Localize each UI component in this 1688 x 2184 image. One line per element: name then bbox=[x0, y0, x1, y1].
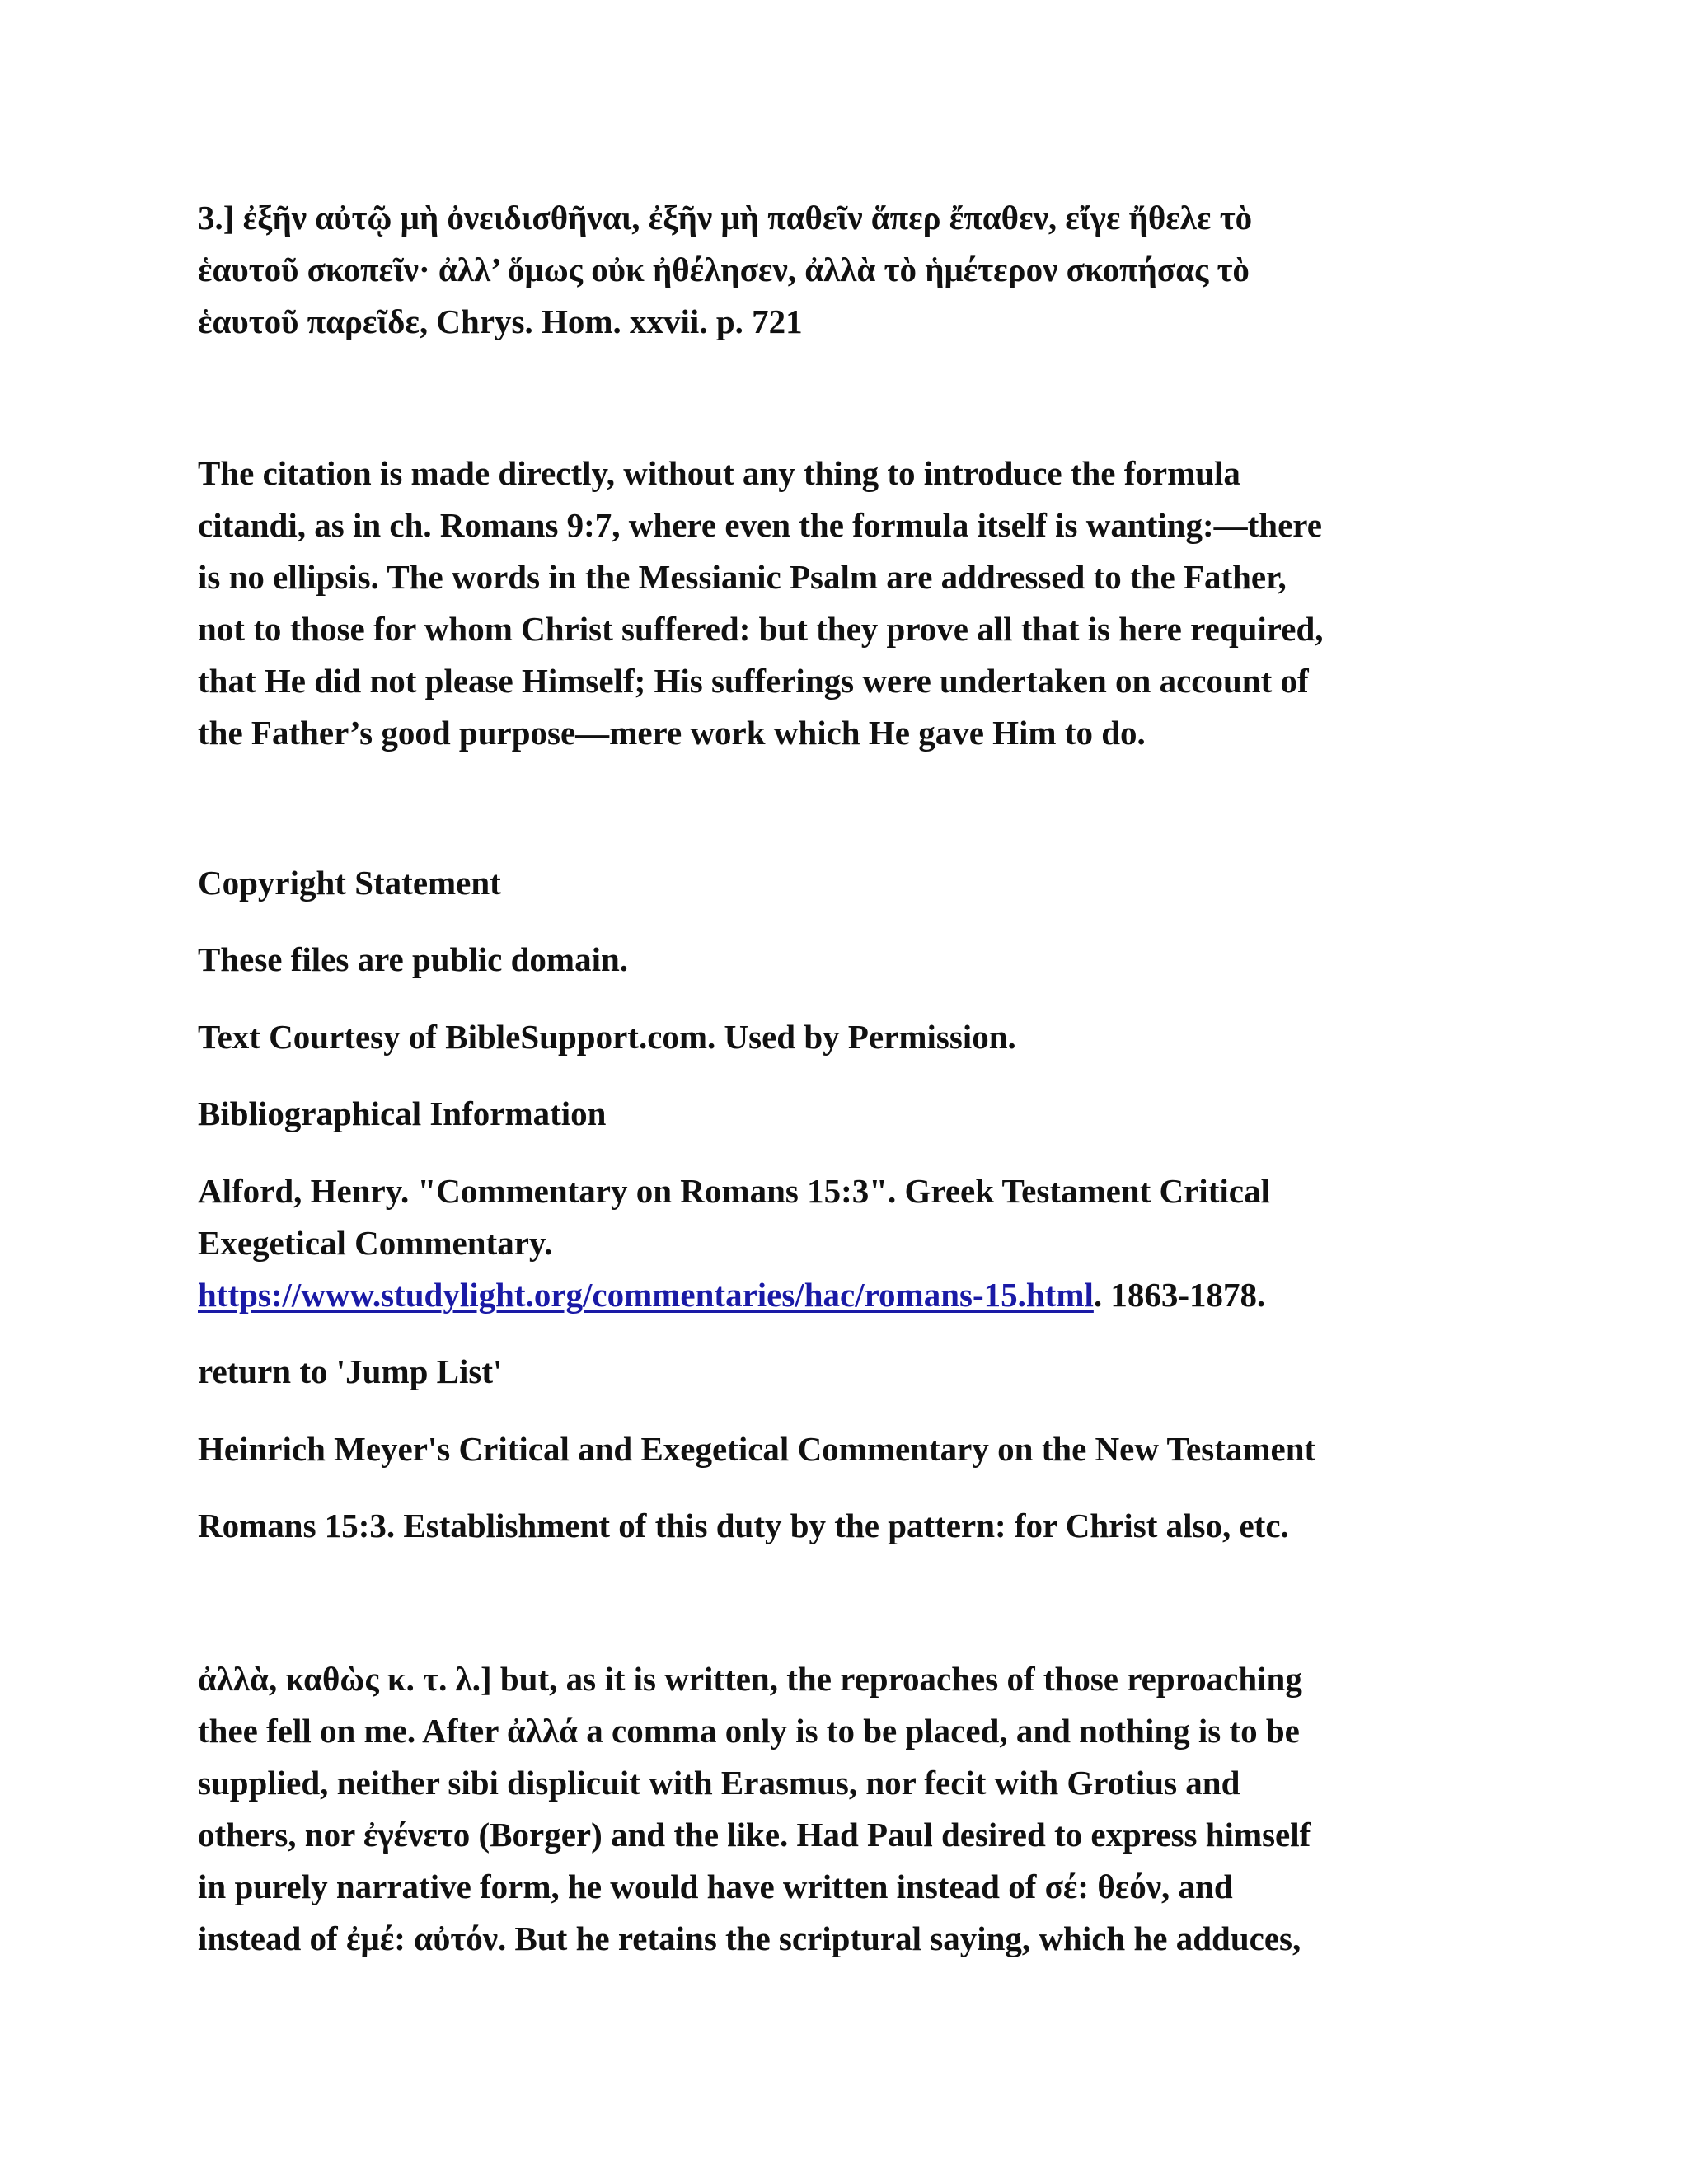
public-domain-statement: These files are public domain. bbox=[198, 940, 629, 978]
paragraph-line: ἑαυτοῦ παρεῖδε, Chrys. Hom. xxvii. p. 721 bbox=[198, 302, 803, 340]
paragraph-line: in purely narrative form, he would have written instead of σέ: θεόν, and bbox=[198, 1868, 1233, 1905]
paragraph-line: citandi, as in ch. Romans 9:7, where even the formula itself is wanting:—there bbox=[198, 506, 1322, 544]
copyright-heading: Copyright Statement bbox=[198, 864, 501, 902]
paragraph-line: the Father’s good purpose—mere work which He gave Him to do. bbox=[198, 714, 1146, 752]
return-to-jump-list-link[interactable]: return to 'Jump List' bbox=[198, 1352, 503, 1390]
commentary-url-link[interactable]: https://www.studylight.org/commentaries/hac/romans-15.html bbox=[198, 1276, 1094, 1314]
paragraph-line: The citation is made directly, without any thing to introduce the formula bbox=[198, 454, 1240, 492]
bibliography-url-line bbox=[198, 1269, 1270, 1321]
greek-quotation-paragraph bbox=[198, 192, 1252, 348]
bibliography-years: . 1863-1878. bbox=[1093, 1276, 1266, 1314]
paragraph-line: thee fell on me. After ἀλλά a comma only is to be placed, and nothing is to be bbox=[198, 1712, 1300, 1750]
paragraph-line: 3.] ἐξῆν αὐτῷ μὴ ὀνειδισθῆναι, ἐξῆν μὴ παθεῖν ἅπερ ἔπαθεν, εἴγε ἤθελε τὸ bbox=[198, 199, 1253, 237]
courtesy-statement: Text Courtesy of BibleSupport.com. Used by Permission. bbox=[198, 1018, 1016, 1056]
paragraph-line: ἑαυτοῦ σκοπεῖν· ἀλλ’ ὅμως οὐκ ἠθέλησεν, ἀλλὰ τὸ ἡμέτερον σκοπήσας τὸ bbox=[198, 251, 1250, 288]
paragraph-line: others, nor ἐγένετο (Borger) and the like. Had Paul desired to express himself bbox=[198, 1816, 1311, 1854]
meyer-commentary-paragraph bbox=[198, 1653, 1311, 1965]
paragraph-line: ἀλλὰ, καθὼς κ. τ. λ.] but, as it is written, the reproaches of those reproaching bbox=[198, 1660, 1302, 1698]
paragraph-line: that He did not please Himself; His sufferings were undertaken on account of bbox=[198, 662, 1309, 700]
bibliography-line: Exegetical Commentary. bbox=[198, 1224, 553, 1262]
paragraph-line: instead of ἐμέ: αὐτόν. But he retains the scriptural saying, which he adduces, bbox=[198, 1919, 1301, 1957]
bibliography-entry bbox=[198, 1165, 1270, 1321]
bibliography-line: Alford, Henry. "Commentary on Romans 15:3". Greek Testament Critical bbox=[198, 1172, 1270, 1210]
meyer-commentary-heading: Heinrich Meyer's Critical and Exegetical Commentary on the New Testament bbox=[198, 1430, 1316, 1468]
citation-paragraph bbox=[198, 448, 1324, 759]
paragraph-line: is no ellipsis. The words in the Messianic Psalm are addressed to the Father, bbox=[198, 558, 1287, 596]
paragraph-line: supplied, neither sibi displicuit with Erasmus, nor fecit with Grotius and bbox=[198, 1764, 1240, 1802]
paragraph-line: not to those for whom Christ suffered: but they prove all that is here required, bbox=[198, 610, 1324, 648]
bibliography-heading: Bibliographical Information bbox=[198, 1094, 607, 1132]
verse-intro: Romans 15:3. Establishment of this duty by the pattern: for Christ also, etc. bbox=[198, 1507, 1289, 1544]
